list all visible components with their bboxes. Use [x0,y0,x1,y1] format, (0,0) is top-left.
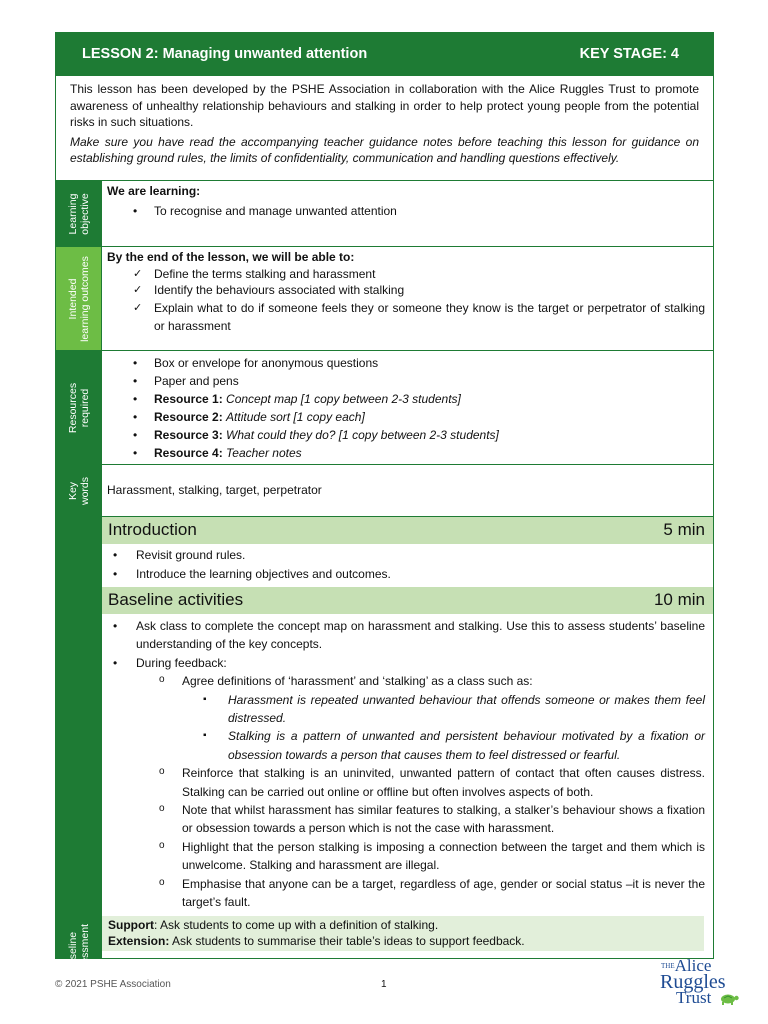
objective-content [101,181,713,246]
list-item: • Ask class to complete the concept map on harassment and stalking. Use this to assess students’ baseline understanding of the key concepts. [107,617,705,654]
list-item: • Revisit ground rules. [107,546,705,565]
outcomes-side-label: Intended learning outcomes [56,247,101,350]
support-label: Support [108,917,154,932]
list-item: o Note that whilst harassment has similar features to stalking, a stalker’s behaviour shows a fixation or obsession towards a person which is not the case with harassment. [107,801,705,838]
extension-text: Ask students to summarise their table’s ideas to support feedback. [169,934,525,948]
list-item: ▪ Stalking is a pattern of unwanted and persistent behaviour motivated by a fixation or obsession towards a person that causes them to feel distressed or fearful. [107,727,705,764]
introduction-heading [102,517,713,544]
support-text: : Ask students to come up with a definition of stalking. [154,917,439,932]
lesson-plan-frame [55,32,714,981]
list-item: • During feedback: [107,654,705,672]
list-item: • Resource 2: Attitude sort [1 copy each] [107,408,705,426]
list-item: o Emphasise that anyone can be a target, regardless of age, gender or social status –it is never the target’s fault. [107,875,705,912]
baseline-time: 10 min [653,590,705,610]
outcomes-row [56,246,713,350]
turtle-icon [718,991,740,1005]
lesson-title: LESSON 2: Managing unwanted attention [82,45,368,62]
list-item: ✓ Identify the behaviours associated with stalking [107,282,705,299]
list-item: o Highlight that the person stalking is imposing a connection between the target and them which is unwelcome. Stalking and harassment are illegal. [107,838,705,875]
keywords-row [56,464,713,516]
key-stage: KEY STAGE: 4 [579,45,679,62]
list-item: • Introduce the learning objectives and outcomes. [107,565,705,584]
baseline-title: Baseline activities [108,590,244,610]
introduction-time: 5 min [663,520,705,540]
extension-label: Extension: [108,934,170,948]
objective-heading: We are learning: [107,184,201,198]
baseline-heading [102,587,713,614]
objective-row [56,180,713,246]
keywords-side-label: Key words [56,465,101,516]
intro-paragraph: This lesson has been developed by the PSHE Association in collaboration with the Alice Ruggles Trust to promote awareness of unhealthy relationship behaviours and stalking in order to help protect young people from the potential risks in such situations. [70,82,699,129]
lesson-header [56,33,713,75]
activities-row [56,516,713,981]
activities-content [101,517,713,958]
objective-side-label: Learning objective [56,181,101,246]
outcomes-content [101,247,713,350]
list-item: o Reinforce that stalking is an uninvited, unwanted pattern of contact that often causes distress. Stalking can be carried out online or offline but often involves aspects of both. [107,764,705,801]
list-item: • Resource 4: Teacher notes [107,444,705,462]
baseline-side-label: Baseline assessment [56,517,101,958]
alice-ruggles-trust-logo: $^{THE}$Alice Ruggles Trust [658,957,748,1012]
introduction-title: Introduction [108,520,197,540]
keywords-text: Harassment, stalking, target, perpetrator [107,483,322,498]
list-item: o Agree definitions of ‘harassment’ and ‘stalking’ as a class such as: [107,672,705,690]
list-item: ✓ Explain what to do if someone feels they or someone they know is the target or perpetrator of stalking or harassment [107,299,705,335]
keywords-content [101,465,713,516]
copyright: © 2021 PSHE Association [55,979,171,990]
list-item: • Resource 3: What could they do? [1 copy between 2-3 students] [107,426,705,444]
resources-side-label: Resources required [56,351,101,464]
list-item: ▪ Harassment is repeated unwanted behaviour that offends someone or makes them feel distressed. [107,691,705,728]
guidance-note: Make sure you have read the accompanying teacher guidance notes before teaching this lesson for guidance on establishing ground rules, the limits of confidentiality, communication and handling questions effectively. [70,134,699,165]
resources-row [56,350,713,464]
list-item: • Box or envelope for anonymous questions [107,354,705,372]
resources-content [101,351,713,464]
list-item: • Paper and pens [107,372,705,390]
intro-section [56,75,713,180]
list-item: • To recognise and manage unwanted attention [107,203,705,220]
list-item: ✓ Define the terms stalking and harassment [107,266,705,283]
support-box [102,916,704,951]
page-number: 1 [381,979,387,990]
outcomes-heading: By the end of the lesson, we will be able to: [107,250,355,264]
list-item: • Resource 1: Concept map [1 copy between 2-3 students] [107,390,705,408]
